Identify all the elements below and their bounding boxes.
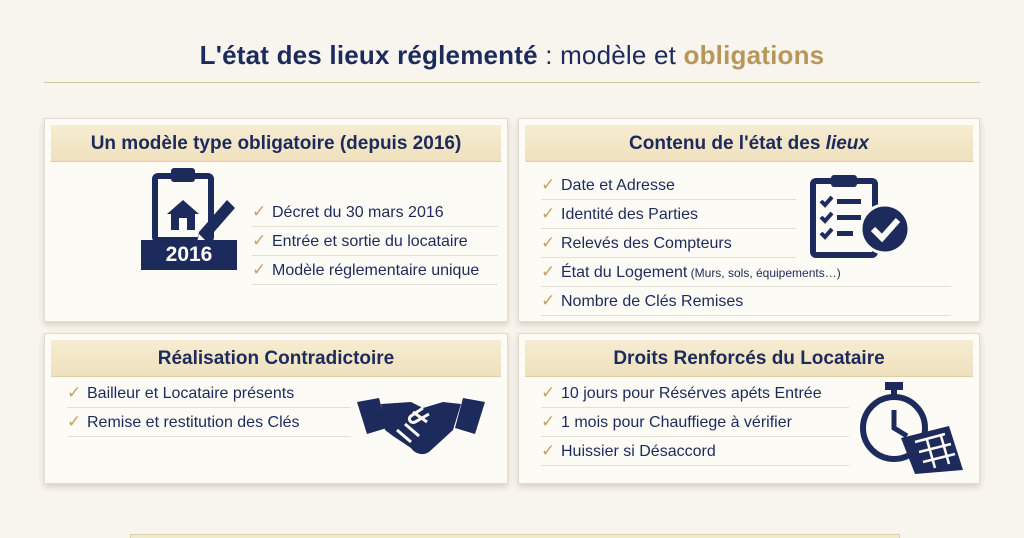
list-item bbox=[252, 227, 498, 256]
card-contenu bbox=[518, 118, 980, 322]
title-main: L'état des lieux réglementé bbox=[199, 40, 538, 70]
stopwatch-calendar-icon bbox=[857, 382, 967, 474]
check-icon: ✓ bbox=[252, 260, 267, 279]
card-droits bbox=[518, 333, 980, 484]
list-item bbox=[67, 379, 351, 408]
title-divider bbox=[44, 82, 980, 83]
list-item-label: 10 jours pour Résérves apéts Entrée bbox=[561, 385, 822, 402]
list-item-label: Décret du 30 mars 2016 bbox=[272, 204, 444, 221]
list-item bbox=[252, 198, 498, 227]
check-icon: ✓ bbox=[541, 233, 556, 252]
card-contenu-heading-italic: lieux bbox=[825, 133, 869, 154]
list-item bbox=[541, 229, 796, 258]
list-item-label: Entrée et sortie du locataire bbox=[272, 233, 468, 250]
list-item-label: Remise et restitution des Clés bbox=[87, 414, 300, 431]
list-item bbox=[541, 200, 796, 229]
list-item-label: Modèle réglementaire unique bbox=[272, 262, 480, 279]
page-title bbox=[0, 40, 1024, 71]
droits-list bbox=[541, 379, 849, 466]
check-icon: ✓ bbox=[252, 231, 267, 250]
modele-list bbox=[252, 198, 498, 285]
check-icon: ✓ bbox=[67, 412, 82, 431]
realisation-list bbox=[67, 379, 351, 437]
check-icon: ✓ bbox=[541, 262, 556, 281]
card-modele-type bbox=[44, 118, 508, 322]
list-item bbox=[541, 258, 951, 287]
list-item-label: 1 mois pour Chauffiege à vérifier bbox=[561, 414, 792, 431]
list-item-label: Huissier si Désaccord bbox=[561, 443, 716, 460]
bottom-panel-edge bbox=[130, 534, 900, 538]
check-icon: ✓ bbox=[541, 204, 556, 223]
list-item-label: Date et Adresse bbox=[561, 177, 675, 194]
card-realisation-heading: Réalisation Contradictoire bbox=[51, 340, 501, 377]
checklist-clipboard-icon bbox=[807, 173, 917, 259]
check-icon: ✓ bbox=[541, 412, 556, 431]
check-icon: ✓ bbox=[252, 202, 267, 221]
check-icon: ✓ bbox=[541, 383, 556, 402]
list-item bbox=[541, 171, 796, 200]
title-connector: : modèle et bbox=[537, 40, 684, 70]
list-item-label: Identité des Parties bbox=[561, 206, 698, 223]
card-contenu-heading-main: Contenu de l'état des bbox=[629, 133, 826, 154]
card-contenu-heading bbox=[525, 125, 973, 162]
check-icon: ✓ bbox=[541, 175, 556, 194]
check-icon: ✓ bbox=[541, 291, 556, 310]
list-item bbox=[67, 408, 351, 437]
handshake-icon bbox=[357, 394, 485, 460]
card-droits-heading: Droits Renforcés du Locataire bbox=[525, 340, 973, 377]
list-item bbox=[541, 287, 951, 316]
list-item bbox=[541, 408, 849, 437]
list-item bbox=[541, 437, 849, 466]
list-item-label: Nombre de Clés Remises bbox=[561, 293, 744, 310]
check-icon: ✓ bbox=[541, 441, 556, 460]
title-accent: obligations bbox=[683, 40, 825, 70]
list-item-label: Bailleur et Locataire présents bbox=[87, 385, 295, 402]
card-modele-type-heading: Un modèle type obligatoire (depuis 2016) bbox=[51, 125, 501, 162]
list-item-note: (Murs, sols, équipements…) bbox=[687, 266, 841, 280]
card-realisation bbox=[44, 333, 508, 484]
year-badge: 2016 bbox=[165, 243, 213, 266]
list-item bbox=[252, 256, 498, 285]
list-item-label: Relevés des Compteurs bbox=[561, 235, 732, 252]
list-item bbox=[541, 379, 849, 408]
list-item-label: État du Logement bbox=[561, 264, 688, 281]
check-icon: ✓ bbox=[67, 383, 82, 402]
